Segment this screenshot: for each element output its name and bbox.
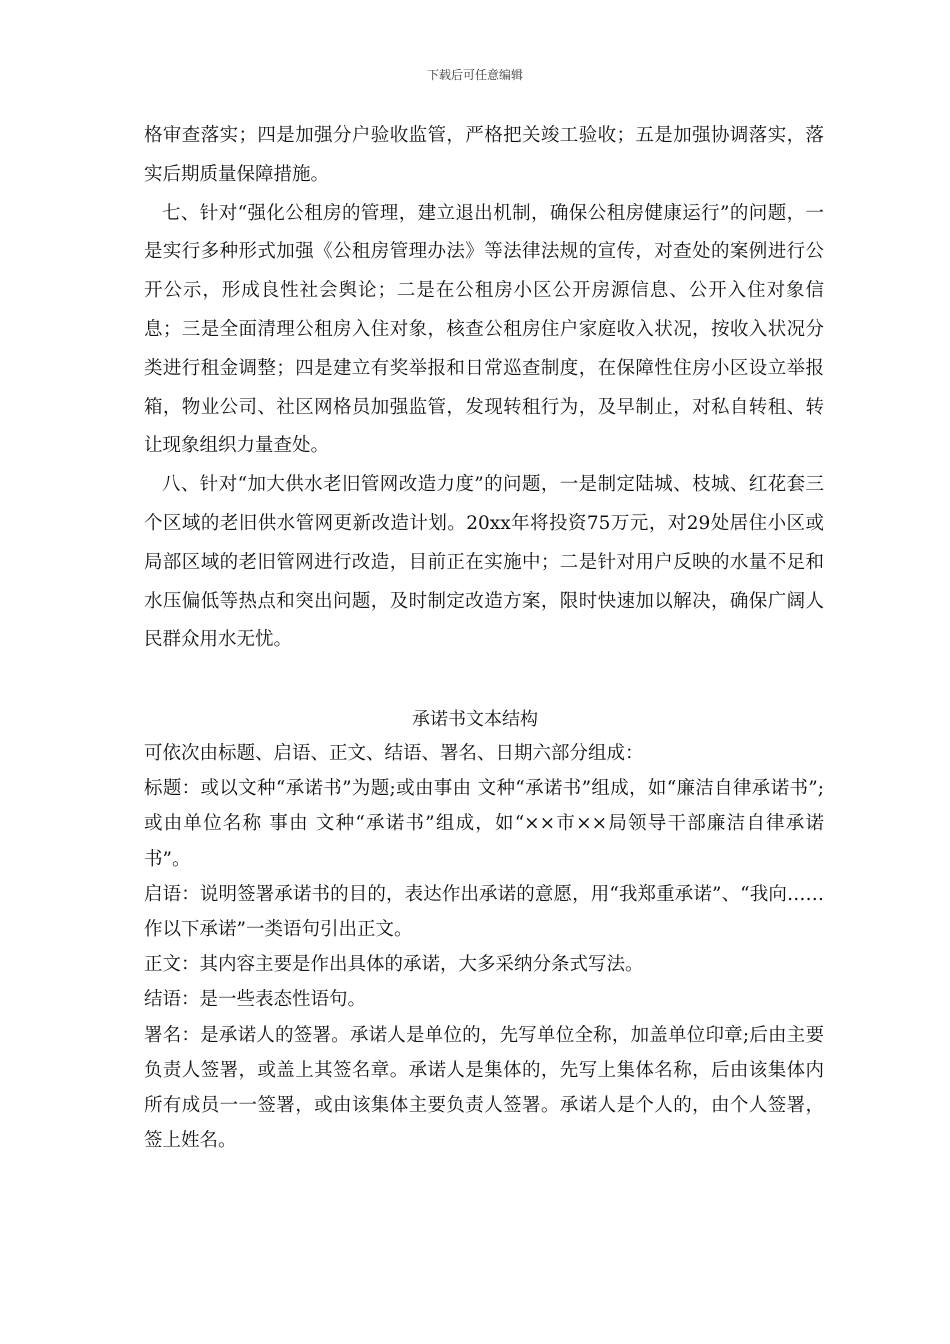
paragraph-body-part: 正文：其内容主要是作出具体的承诺，大多采纳分条式写法。 <box>144 954 644 976</box>
section-body-text <box>144 736 824 1158</box>
paragraph-signature-part: 署名：是承诺人的签署。承诺人是单位的，先写单位全称，加盖单位印章;后由主要负责人签署，或盖上其签名章。承诺人是集体的，先写上集体名称，后由该集体内所有成员一一签署，或由该集体主要负责人签署。承诺人是个人的，由个人签署，签上姓名。 <box>144 1024 824 1152</box>
paragraph-item-eight: 八、针对“加大供水老旧管网改造力度”的问题，一是制定陆城、枝城、红花套三个区域的老旧供水管网更新改造计划。20xx年将投资75万元，对29处居住小区或局部区域的老旧管网进行改造，目前正在实施中；二是针对用户反映的水量不足和水压偏低等热点和突出问题，及时制定改造方案，限时快速加以解决，确保广阔人民群众用水无忧。 <box>144 474 824 651</box>
section-title: 承诺书文本结构 <box>412 709 538 730</box>
paragraph-item-seven: 七、针对“强化公租房的管理，建立退出机制，确保公租房健康运行”的问题，一是实行多种形式加强《公租房管理办法》等法律法规的宣传，对查处的案例进行公开公示，形成良性社会舆论；二是在公租房小区公开房源信息、公开入住对象信息；三是全面清理公租房入住对象，核查公租房住户家庭收入状况，按收入状况分类进行租金调整；四是建立有奖举报和日常巡查制度，在保障性住房小区设立举报箱，物业公司、社区网格员加强监管，发现转租行为，及早制止，对私自转租、转让现象组织力量查处。 <box>144 202 824 457</box>
paragraph-title-part: 标题：或以文种“承诺书”为题;或由事由 文种“承诺书”组成，如“廉洁自律承诺书”;或由单位名称 事由 文种“承诺书”组成，如“××市××局领导干部廉洁自律承诺书”。 <box>144 778 824 870</box>
paragraph-closing-part: 结语：是一些表态性语句。 <box>144 989 367 1011</box>
page-header: 下载后可任意编辑 <box>426 68 523 82</box>
top-body-text <box>144 117 824 660</box>
paragraph-continuation: 格审查落实；四是加强分户验收监管，严格把关竣工验收；五是加强协调落实，落实后期质量保障措施。 <box>144 125 824 185</box>
paragraph-opening-part: 启语：说明签署承诺书的目的，表达作出承诺的意愿，用“我郑重承诺”、“我向……作以下承诺”一类语句引出正文。 <box>144 883 824 941</box>
paragraph-intro: 可依次由标题、启语、正文、结语、署名、日期六部分组成： <box>144 743 644 764</box>
